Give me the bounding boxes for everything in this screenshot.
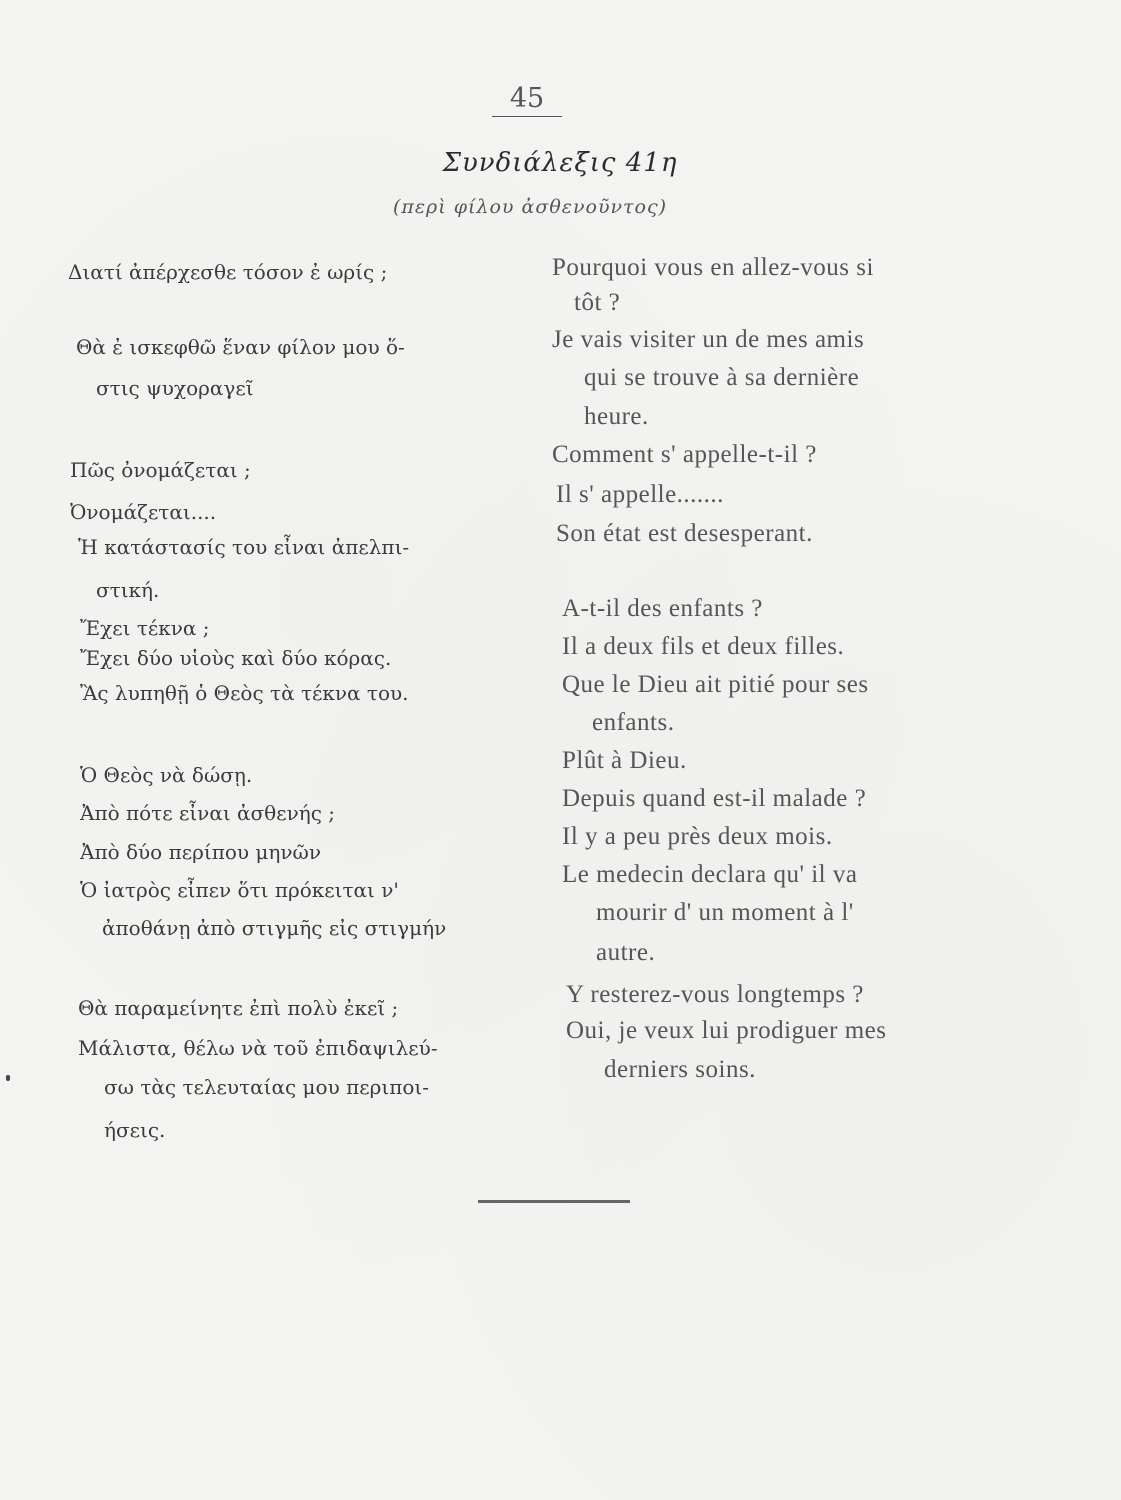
french-line: Il s' appelle....... bbox=[556, 481, 724, 508]
greek-line: Ὀνομάζεται.... bbox=[70, 500, 217, 524]
greek-line: Ὁ Θεὸς νὰ δώσῃ. bbox=[80, 763, 253, 787]
page-number: 45 bbox=[492, 82, 562, 117]
french-line: Pourquoi vous en allez-vous si bbox=[552, 254, 874, 281]
french-line: autre. bbox=[596, 939, 656, 966]
greek-line: στική. bbox=[96, 578, 160, 602]
french-line: Depuis quand est-il malade ? bbox=[562, 785, 867, 812]
conversation-subtitle: (περὶ φίλου ἀσθενοῦντος) bbox=[392, 196, 668, 218]
greek-line: Ὁ ἰατρὸς εἶπεν ὅτι πρόκειται ν' bbox=[80, 878, 399, 902]
french-line: qui se trouve à sa dernière bbox=[584, 364, 860, 391]
greek-line: Μάλιστα, θέλω νὰ τοῦ ἐπιδαψιλεύ- bbox=[78, 1036, 438, 1060]
french-line: Il y a peu près deux mois. bbox=[562, 823, 833, 850]
conversation-title: Συνδιάλεξις 41η bbox=[442, 148, 678, 178]
french-line: A-t-il des enfants ? bbox=[562, 595, 763, 622]
french-line: Le medecin declara qu' il va bbox=[562, 861, 858, 888]
french-line: derniers soins. bbox=[604, 1056, 756, 1083]
greek-line: Πῶς ὀνομάζεται ; bbox=[70, 458, 251, 482]
greek-line: Ἡ κατάστασίς του εἶναι ἀπελπι- bbox=[78, 535, 410, 559]
greek-line: Ἀπὸ δύο περίπου μηνῶν bbox=[80, 840, 321, 864]
greek-line: Διατί ἀπέρχεσθε τόσον ἐ ωρίς ; bbox=[68, 260, 388, 284]
greek-line: Θὰ παραμείνητε ἐπὶ πολὺ ἐκεῖ ; bbox=[78, 996, 399, 1020]
french-line: enfants. bbox=[592, 709, 675, 736]
french-line: Il a deux fils et deux filles. bbox=[562, 633, 845, 660]
greek-line: Ἔχει δύο υἱοὺς καὶ δύο κόρας. bbox=[80, 646, 392, 670]
french-line: Y resterez-vous longtemps ? bbox=[566, 981, 864, 1008]
french-line: heure. bbox=[584, 403, 649, 430]
french-line: Je vais visiter un de mes amis bbox=[552, 326, 865, 353]
greek-line: σω τὰς τελευταίας μου περιποι- bbox=[104, 1075, 429, 1099]
margin-mark bbox=[6, 1075, 10, 1081]
french-line: tôt ? bbox=[574, 289, 621, 316]
greek-line: στις ψυχοραγεῖ bbox=[96, 376, 254, 400]
greek-line: Ἀπὸ πότε εἶναι ἀσθενής ; bbox=[80, 801, 336, 825]
greek-line: Ἂς λυπηθῇ ὁ Θεὸς τὰ τέκνα του. bbox=[80, 681, 409, 705]
greek-line: Ἔχει τέκνα ; bbox=[80, 616, 210, 640]
french-line: Son état est desesperant. bbox=[556, 520, 813, 547]
greek-line: ἀποθάνῃ ἀπὸ στιγμῆς εἰς στιγμήν bbox=[102, 916, 447, 940]
french-line: mourir d' un moment à l' bbox=[596, 899, 854, 926]
greek-line: ήσεις. bbox=[104, 1118, 166, 1142]
greek-line: Θὰ ἐ ισκεφθῶ ἕναν φίλον μου ὅ- bbox=[76, 335, 405, 359]
french-line: Comment s' appelle-t-il ? bbox=[552, 441, 817, 468]
french-line: Plût à Dieu. bbox=[562, 747, 687, 774]
closing-rule bbox=[478, 1200, 630, 1203]
french-line: Oui, je veux lui prodiguer mes bbox=[566, 1017, 887, 1044]
french-line: Que le Dieu ait pitié pour ses bbox=[562, 671, 869, 698]
